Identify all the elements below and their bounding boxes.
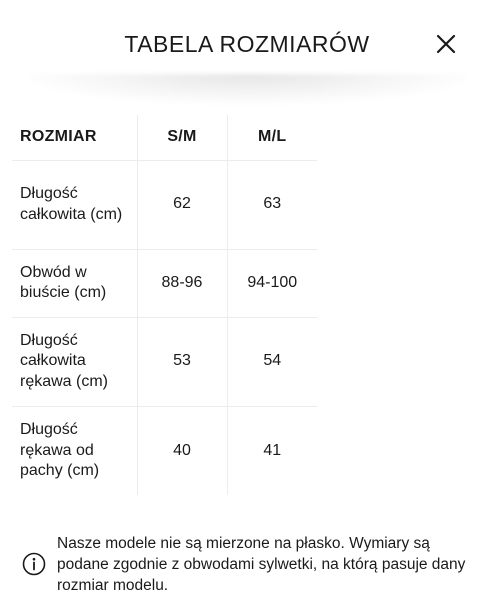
size-table [12,115,317,495]
table-row [12,160,317,249]
row-label: Długość całkowita (cm) [12,160,137,249]
header-size: ROZMIAR [12,115,137,160]
table-row [12,249,317,317]
cell-sm: 88-96 [137,249,227,317]
row-label: Długość całkowita rękawa (cm) [12,317,137,406]
cell-sm: 53 [137,317,227,406]
note-text: Nasze modele nie są mierzone na płasko. Wymiary są podane zgodnie z obwodami sylwetki, na którą pasuje dany rozmiar modelu. [57,535,466,594]
row-label: Długość rękawa od pachy (cm) [12,406,137,495]
table-header-row [12,115,317,160]
table-row [12,406,317,495]
cell-ml: 63 [227,160,317,249]
close-button[interactable] [432,30,460,58]
header-sm: S/M [137,115,227,160]
modal-header [0,0,494,82]
table-row [12,317,317,406]
header-ml: M/L [227,115,317,160]
close-icon [432,30,460,58]
page-title: TABELA ROZMIARÓW [124,31,370,57]
cell-ml: 54 [227,317,317,406]
cell-sm: 62 [137,160,227,249]
header-shadow [28,74,468,104]
cell-ml: 41 [263,441,282,459]
cell-sm: 40 [137,406,227,495]
row-label: Obwód w biuście (cm) [12,249,137,317]
info-icon [22,552,46,576]
cell-ml: 94-100 [227,249,317,317]
